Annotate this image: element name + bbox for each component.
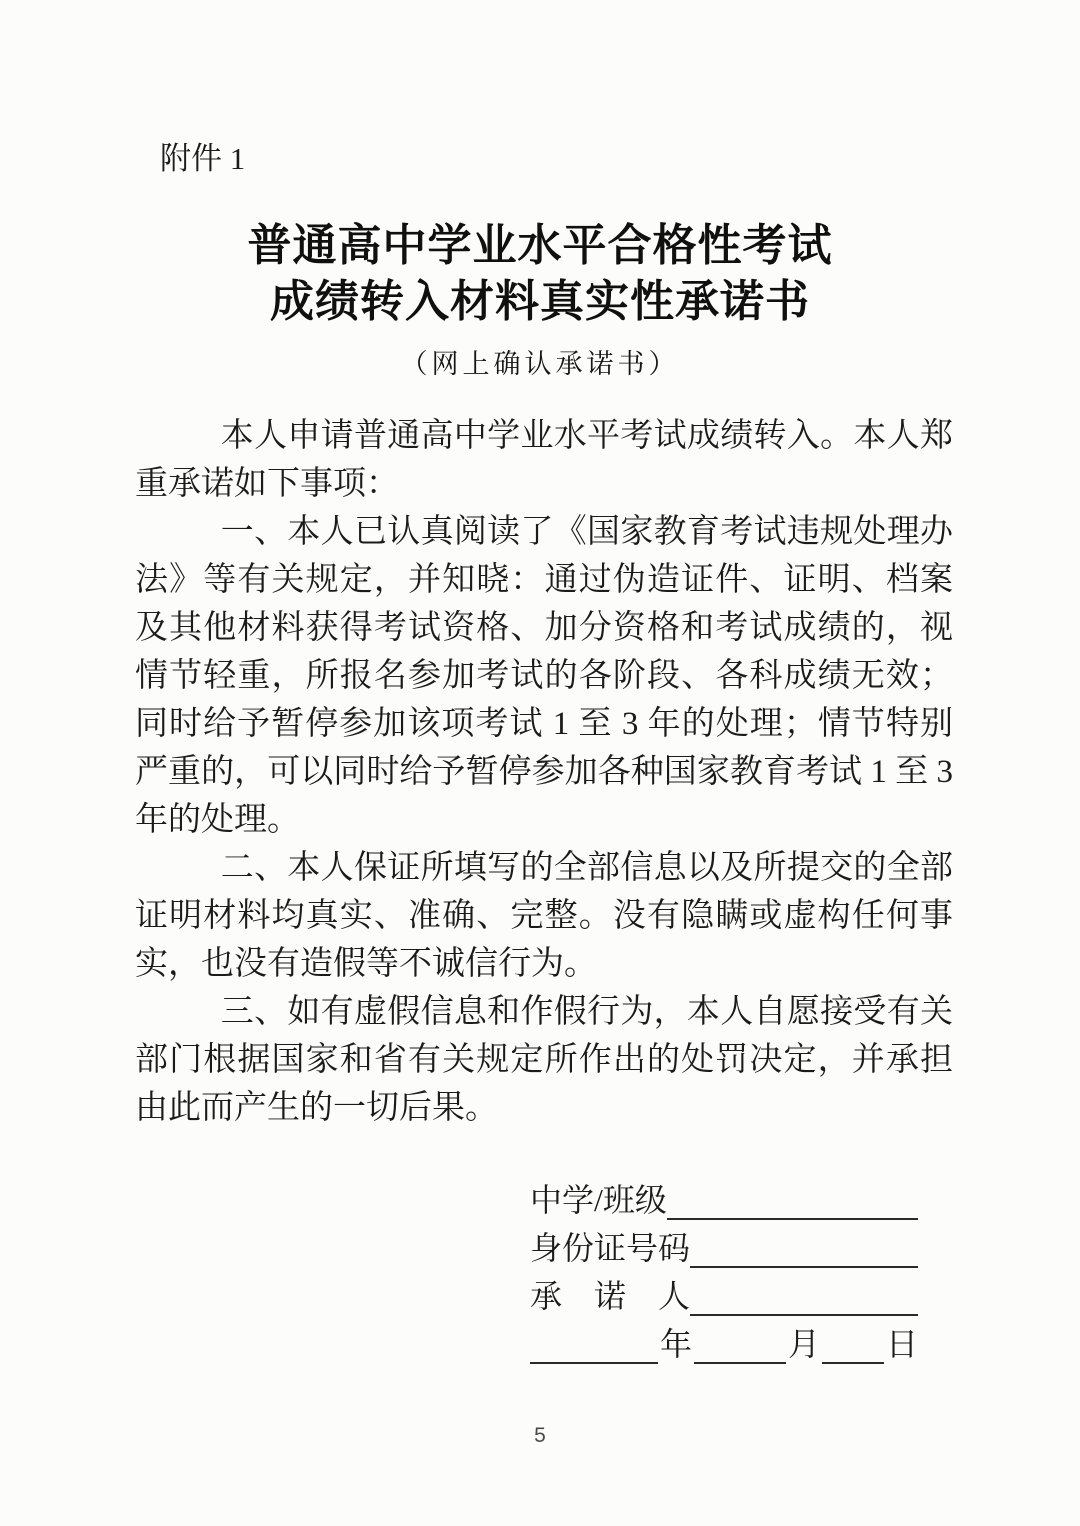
school-class-label: 中学/班级 xyxy=(530,1182,667,1218)
body-paragraph-intro: 本人申请普通高中学业水平考试成绩转入。本人郑重承诺如下事项： xyxy=(135,418,953,502)
document-subtitle: （网上确认承诺书） xyxy=(400,349,680,379)
date-year-blank-line xyxy=(530,1324,658,1364)
signature-row-promiser xyxy=(530,1268,918,1316)
date-day-label: 日 xyxy=(886,1326,919,1362)
date-month-blank-line xyxy=(694,1324,786,1364)
date-day-blank-line xyxy=(822,1324,884,1364)
document-title-line1: 普通高中学业水平合格性考试 xyxy=(247,221,833,270)
id-number-blank-line xyxy=(690,1228,918,1268)
document-title-line2: 成绩转入材料真实性承诺书 xyxy=(270,277,810,326)
school-class-blank-line xyxy=(667,1180,918,1220)
body-text xyxy=(135,412,953,1132)
attachment-label: 附件 1 xyxy=(160,141,246,176)
date-month-label: 月 xyxy=(788,1326,821,1362)
promiser-blank-line xyxy=(690,1276,918,1316)
promiser-label: 承 诺 人 xyxy=(530,1278,691,1314)
signature-row-school-class xyxy=(530,1172,918,1220)
page-number: 5 xyxy=(534,1424,546,1447)
body-paragraph-item3: 三、如有虚假信息和作假行为，本人自愿接受有关部门根据国家和省有关规定所作出的处罚决定，并承担由此而产生的一切后果。 xyxy=(135,994,953,1126)
signature-row-date xyxy=(530,1316,918,1364)
body-paragraph-item2: 二、本人保证所填写的全部信息以及所提交的全部证明材料均真实、准确、完整。没有隐瞒或虚构任何事实，也没有造假等不诚信行为。 xyxy=(135,850,953,982)
signature-row-id-number xyxy=(530,1220,918,1268)
signature-block xyxy=(530,1172,918,1364)
id-number-label: 身份证号码 xyxy=(530,1230,691,1266)
date-year-label: 年 xyxy=(660,1326,693,1362)
body-paragraph-item1: 一、本人已认真阅读了《国家教育考试违规处理办法》等有关规定，并知晓：通过伪造证件、证明、档案及其他材料获得考试资格、加分资格和考试成绩的，视情节轻重，所报名参加考试的各阶段、各科成绩无效；同时给予暂停参加该项考试 1 至 3 年的处理；情节特别严重的，可以同时给予暂停参加各种国家教育考试 1 至 3 年的处理。 xyxy=(135,514,954,838)
title-block xyxy=(0,218,1080,381)
